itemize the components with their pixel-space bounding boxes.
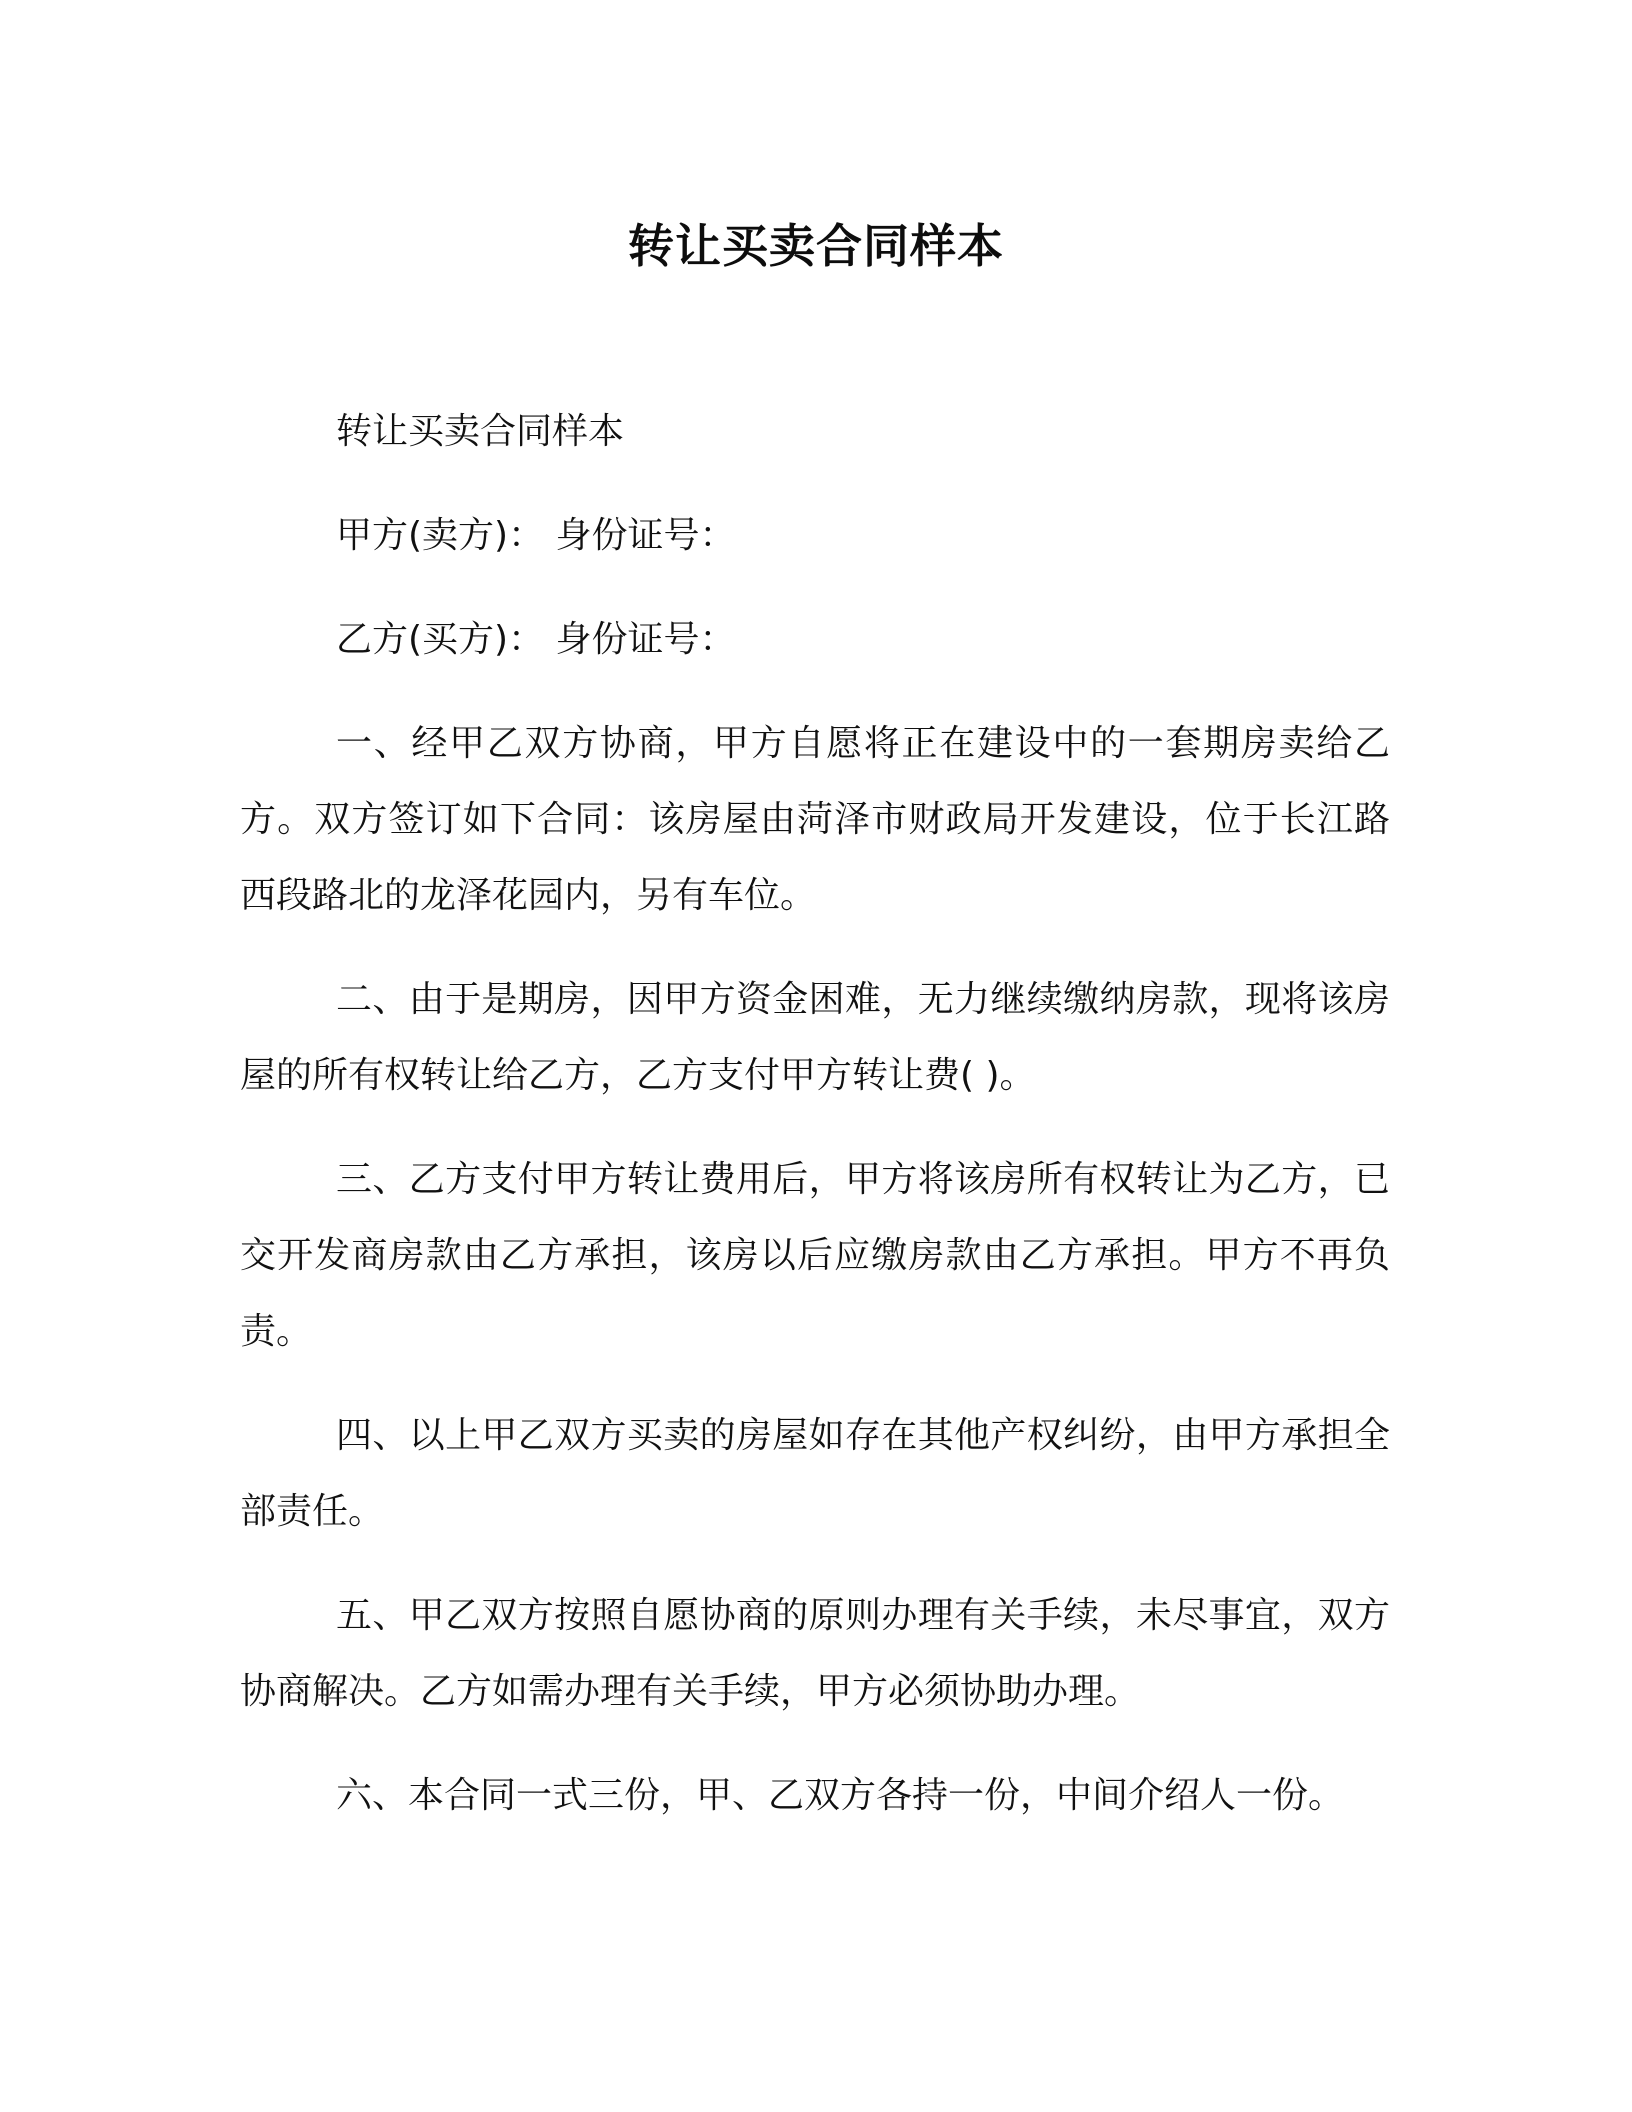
- clause-6: 六、本合同一式三份，甲、乙双方各持一份，中间介绍人一份。: [336, 1775, 1345, 1816]
- clause-2: 二、由于是期房，因甲方资金困难，无力继续缴纳房款，现将该房屋的所有权转让给乙方，乙方支付甲方转让费( )。: [240, 979, 1390, 1096]
- clause-1: 一、经甲乙双方协商，甲方自愿将正在建设中的一套期房卖给乙方。双方签订如下合同：该房屋由菏泽市财政局开发建设，位于长江路西段路北的龙泽花园内，另有车位。: [240, 723, 1390, 916]
- clause-3: 三、乙方支付甲方转让费用后，甲方将该房所有权转让为乙方，已交开发商房款由乙方承担，该房以后应缴房款由乙方承担。甲方不再负责。: [240, 1159, 1390, 1352]
- document-subtitle: 转让买卖合同样本: [336, 411, 625, 452]
- clause-5: 五、甲乙双方按照自愿协商的原则办理有关手续，未尽事宜，双方协商解决。乙方如需办理有关手续，甲方必须协助办理。: [240, 1595, 1390, 1712]
- document-body: [240, 394, 1390, 1862]
- party-a-line: 甲方(卖方)： 身份证号：: [336, 515, 736, 556]
- document-title: 转让买卖合同样本: [628, 219, 1004, 273]
- party-b-line: 乙方(买方)： 身份证号：: [336, 619, 736, 660]
- clause-4: 四、以上甲乙双方买卖的房屋如存在其他产权纠纷，由甲方承担全部责任。: [240, 1415, 1390, 1532]
